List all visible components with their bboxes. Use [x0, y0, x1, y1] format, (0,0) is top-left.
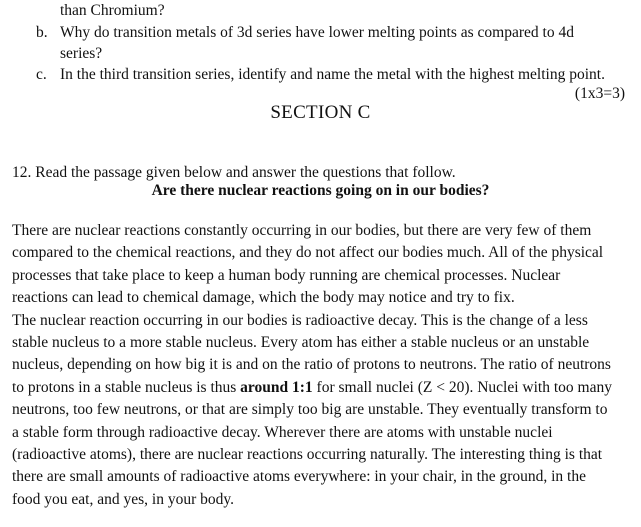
marks-allocation: (1x3=3) [574, 85, 625, 102]
previous-question-fragment: than Chromium? [60, 2, 165, 19]
passage-line: neutrons, too few neutrons, or that are simply too big are unstable. They eventually transform to [12, 401, 608, 419]
question-c-line-1: In the third transition series, identify and name the metal with the highest melting point. [60, 66, 605, 83]
passage-line: stable nucleus to a more stable nucleus. Every atom has either a stable nucleus or an unstable [12, 334, 590, 352]
passage-line: (radioactive atoms), there are nuclear reactions occurring naturally. The interesting thing is that [12, 446, 603, 464]
question-b-marker: b. [36, 24, 48, 41]
section-heading: SECTION C [270, 102, 371, 123]
passage-title: Are there nuclear reactions going on in our bodies? [151, 182, 490, 199]
ratio-text-after: for small nuclei (Z < 20). Nuclei with too many [312, 378, 612, 396]
passage-body [12, 220, 634, 511]
passage-ratio-line [12, 377, 634, 399]
question-12-intro: 12. Read the passage given below and answer the questions that follow. [12, 164, 456, 181]
ratio-text-before: to protons in a stable nucleus is thus [12, 378, 241, 396]
question-b-line-2: series? [60, 45, 103, 62]
passage-line: food you eat, and yes, in your body. [12, 490, 234, 508]
question-c-marker: c. [36, 66, 47, 83]
ratio-bold-text: around 1:1 [240, 378, 313, 396]
passage-line: nucleus, depending on how big it is and on the ratio of protons to neutrons. The ratio of neutrons [12, 356, 611, 374]
passage-line: The nuclear reaction occurring in our bodies is radioactive decay. This is the change of a less [12, 311, 588, 329]
passage-line: There are nuclear reactions constantly occurring in our bodies, but there are very few of them [12, 222, 592, 239]
passage-line: reactions can lead to chemical damage, which the body may notice and try to fix. [12, 289, 515, 307]
passage-line: a stable form through radioactive decay. Wherever there are atoms with unstable nuclei [12, 423, 553, 441]
passage-line: there are small amounts of radioactive atoms everywhere: in your chair, in the ground, in the [12, 468, 586, 486]
passage-line: compared to the chemical reactions, and they do not affect our bodies much. All of the physical [12, 244, 604, 262]
question-b-line-1: Why do transition metals of 3d series have lower melting points as compared to 4d [60, 24, 574, 41]
passage-line: processes that take place to keep a human body running are chemical processes. Nuclear [12, 266, 561, 284]
